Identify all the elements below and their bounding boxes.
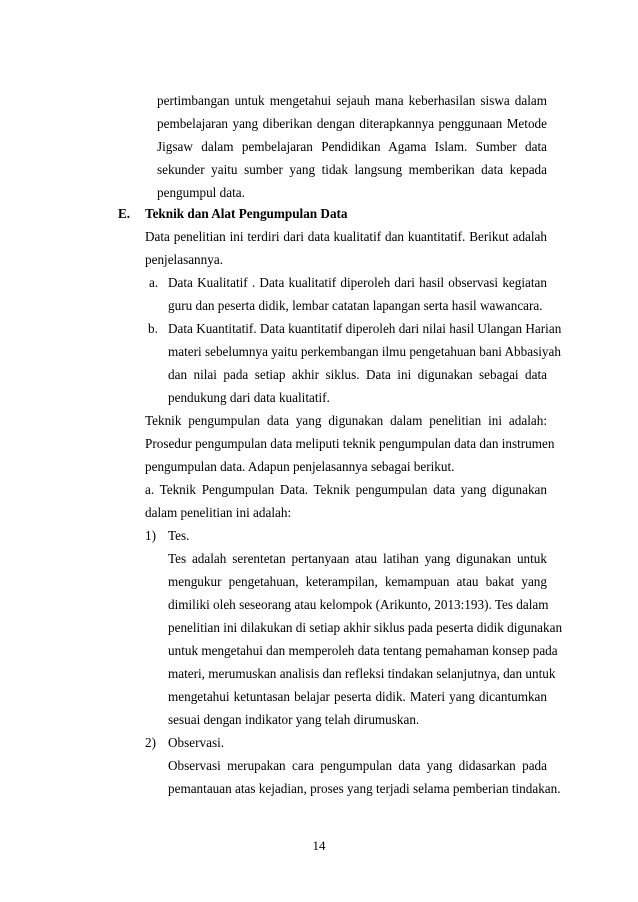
text-line: pendukung dari data kualitatif. bbox=[168, 390, 330, 405]
text-line: Jigsaw dalam pembelajaran Pendidikan Agama Islam. Sumber data bbox=[157, 139, 547, 154]
text-line: pertimbangan untuk mengetahui sejauh mana keberhasilan siswa dalam bbox=[157, 93, 547, 108]
text-line: guru dan peserta didik, lembar catatan lapangan serta hasil wawancara. bbox=[168, 298, 543, 313]
text-line: pembelajaran yang diberikan dengan diterapkannya penggunaan Metode bbox=[157, 116, 547, 131]
section-heading: Teknik dan Alat Pengumpulan Data bbox=[145, 206, 348, 221]
text-line: Tes adalah serentetan pertanyaan atau latihan yang digunakan untuk bbox=[168, 551, 547, 566]
subheading: Observasi. bbox=[168, 735, 225, 750]
text-line: pemantauan atas kejadian, proses yang terjadi selama pemberian tindakan. bbox=[168, 781, 561, 796]
text-line: Data Kuantitatif. Data kuantitatif diperoleh dari nilai hasil Ulangan Harian bbox=[168, 321, 562, 336]
text-line: dalam penelitian ini adalah: bbox=[145, 505, 292, 520]
page-number: 14 bbox=[312, 838, 326, 853]
text-line: sesuai dengan indikator yang telah dirumuskan. bbox=[168, 712, 420, 727]
text-line: materi, merumuskan analisis dan refleksi tindakan selanjutnya, dan untuk bbox=[168, 666, 556, 681]
text-line: Observasi merupakan cara pengumpulan data yang didasarkan pada bbox=[168, 758, 547, 773]
text-line: mengukur pengetahuan, keterampilan, kemampuan atau bakat yang bbox=[168, 574, 547, 589]
text-line: pengumpulan data. Adapun penjelasannya sebagai berikut. bbox=[145, 459, 455, 474]
text-line: dimiliki oleh seseorang atau kelompok (Arikunto, 2013:193). Tes dalam bbox=[168, 597, 549, 612]
text-line: untuk mengetahui dan memperoleh data tentang pemahaman konsep pada bbox=[168, 643, 558, 658]
text-line: Teknik pengumpulan data yang digunakan dalam penelitian ini adalah: bbox=[145, 413, 547, 428]
text-line: Data penelitian ini terdiri dari data kualitatif dan kuantitatif. Berikut adalah bbox=[145, 229, 547, 244]
text-line: sekunder yaitu sumber yang tidak langsung memberikan data kepada bbox=[157, 162, 547, 177]
list-marker: 2) bbox=[145, 735, 156, 750]
list-marker: a. bbox=[149, 275, 159, 290]
list-marker: b. bbox=[148, 321, 158, 336]
list-marker: 1) bbox=[145, 528, 156, 543]
text-line: Data Kualitatif . Data kualitatif diperoleh dari hasil observasi kegiatan bbox=[168, 275, 547, 290]
text-line: dan nilai pada setiap akhir siklus. Data ini digunakan sebagai data bbox=[168, 367, 547, 382]
text-line: mengetahui ketuntasan belajar peserta didik. Materi yang dicantumkan bbox=[168, 689, 547, 704]
text-line: Prosedur pengumpulan data meliputi teknik pengumpulan data dan instrumen bbox=[145, 436, 555, 451]
section-marker: E. bbox=[118, 206, 131, 221]
text-line: penjelasannya. bbox=[145, 252, 223, 267]
text-line: a. Teknik Pengumpulan Data. Teknik pengumpulan data yang digunakan bbox=[145, 482, 547, 497]
text-line: pengumpul data. bbox=[157, 185, 245, 200]
subheading: Tes. bbox=[168, 528, 190, 543]
text-line: penelitian ini dilakukan di setiap akhir siklus pada peserta didik digunakan bbox=[168, 620, 563, 635]
text-line: materi sebelumnya yaitu perkembangan ilmu pengetahuan bani Abbasiyah bbox=[168, 344, 561, 359]
